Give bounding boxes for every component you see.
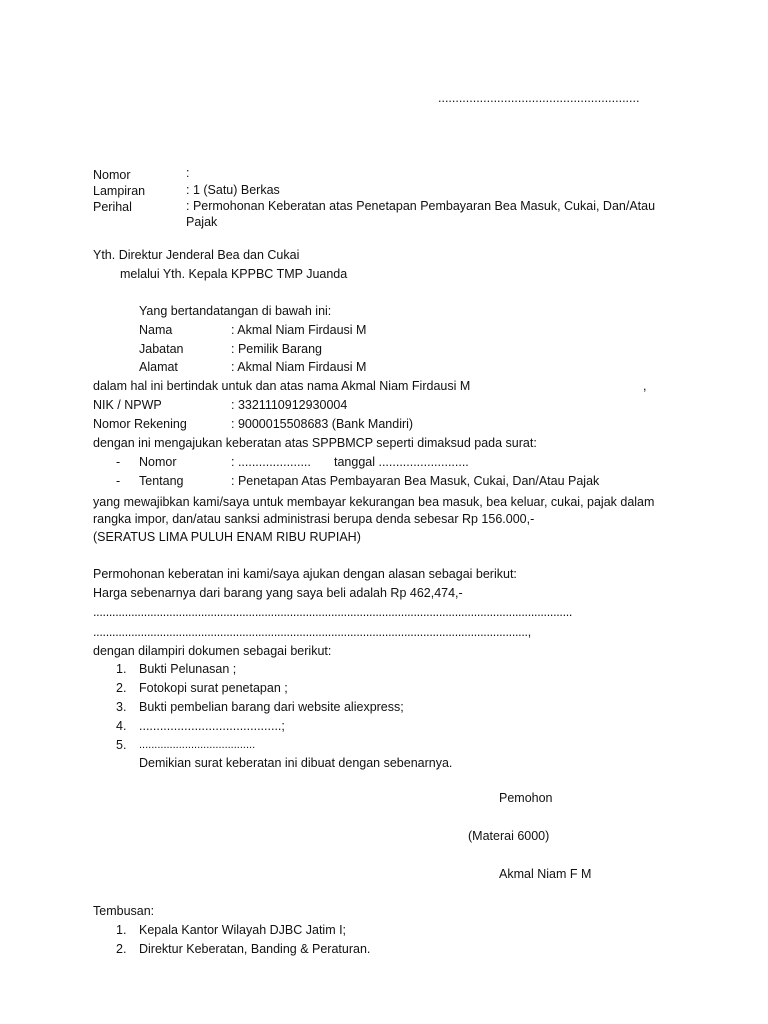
obligation-line1: yang mewajibkan kami/saya untuk membayar kekurangan bea masuk, bea keluar, cukai, pajak dalam [93,495,655,509]
reason-line1: Permohonan keberatan ini kami/saya ajukan dengan alasan sebagai berikut: [93,567,517,581]
lampiran-label: Lampiran [93,184,146,198]
ref-tentang-label: Tentang [139,474,184,488]
objection-line: dengan ini mengajukan keberatan atas SPPBMCP seperti dimaksud pada surat: [93,436,537,450]
attachment-text: Bukti pembelian barang dari website aliexpress; [139,700,404,714]
cc-text: Direktur Keberatan, Banding & Peraturan. [139,942,371,956]
perihal-label: Perihal [93,200,132,214]
nomor-value: : [186,166,190,180]
attachment-num: 1. [116,662,127,676]
signer-nama-value: : Akmal Niam Firdausi M [231,323,367,337]
nomor-label: Nomor [93,168,131,182]
perihal-value-cont: Pajak [186,215,218,229]
date-placeholder: .......................................................... [438,91,640,105]
behalf-comma: , [643,379,647,393]
addressee-line1: Yth. Direktur Jenderal Bea dan Cukai [93,248,300,262]
attachment-text: ...................................... [139,739,256,751]
signer-intro: Yang bertandatangan di bawah ini: [139,304,332,318]
nik-value: : 3321110912930004 [231,398,348,412]
signature-name: Akmal Niam F M [499,867,592,881]
ref-tanggal: tanggal .......................... [334,455,469,469]
addressee-line2: melalui Yth. Kepala KPPBC TMP Juanda [120,267,348,281]
signature-stamp: (Materai 6000) [468,829,550,843]
reason-dots1: ....................................................................................................................................................... [93,605,573,619]
attachment-text: Fotokopi surat penetapan ; [139,681,288,695]
attachment-num: 2. [116,681,127,695]
signer-alamat-label: Alamat [139,360,178,374]
rekening-label: Nomor Rekening [93,417,187,431]
signer-nama-label: Nama [139,323,173,337]
ref-tentang-value: : Penetapan Atas Pembayaran Bea Masuk, Cukai, Dan/Atau Pajak [231,474,600,488]
ref-dash-2: - [116,474,121,488]
cc-num: 2. [116,942,127,956]
attachment-text: .........................................; [139,719,285,733]
cc-num: 1. [116,923,127,937]
cc-text: Kepala Kantor Wilayah DJBC Jatim I; [139,923,347,937]
signer-jabatan-label: Jabatan [139,342,184,356]
ref-nomor-label: Nomor [139,455,177,469]
obligation-line2: rangka impor, dan/atau sanksi administrasi berupa denda sebesar Rp 156.000,- [93,512,535,526]
attachment-text: Bukti Pelunasan ; [139,662,237,676]
attachment-num: 3. [116,700,127,714]
attachment-num: 5. [116,738,127,752]
cc-label: Tembusan: [93,904,155,918]
obligation-line3: (SERATUS LIMA PULUH ENAM RIBU RUPIAH) [93,530,361,544]
signer-alamat-value: : Akmal Niam Firdausi M [231,360,367,374]
nik-label: NIK / NPWP [93,398,162,412]
reason-line2: Harga sebenarnya dari barang yang saya beli adalah Rp 462,474,- [93,586,463,600]
attachments-intro: dengan dilampiri dokumen sebagai berikut: [93,644,332,658]
lampiran-value: : 1 (Satu) Berkas [186,183,280,197]
ref-nomor-value: : ..................... [231,455,311,469]
closing-sentence: Demikian surat keberatan ini dibuat dengan sebenarnya. [139,756,453,770]
behalf-text: dalam hal ini bertindak untuk dan atas nama Akmal Niam Firdausi M [93,379,471,393]
rekening-value: : 9000015508683 (Bank Mandiri) [231,417,414,431]
perihal-value: : Permohonan Keberatan atas Penetapan Pembayaran Bea Masuk, Cukai, Dan/Atau [186,199,656,213]
ref-dash-1: - [116,455,121,469]
reason-dots2: ........................................................................................................................................., [93,625,531,639]
signature-role: Pemohon [499,791,553,805]
attachment-num: 4. [116,719,127,733]
signer-jabatan-value: : Pemilik Barang [231,342,323,356]
